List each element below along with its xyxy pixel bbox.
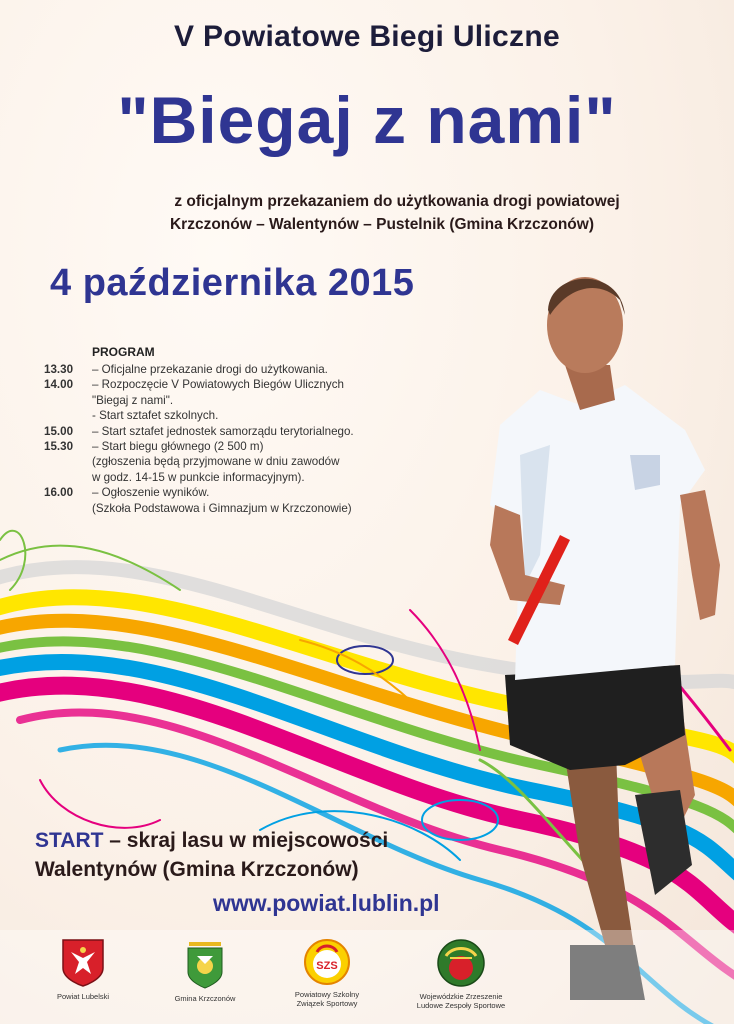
program-time: 15.30 [44, 440, 74, 454]
program-text: – Rozpoczęcie V Powiatowych Biegów Ulicznych [92, 378, 344, 392]
subtitle-line-1: z oficjalnym przekazaniem do użytkowania drogi powiatowej [174, 193, 620, 210]
program-row [44, 470, 444, 485]
program-row [44, 362, 444, 377]
program-text: – Start sztafet jednostek samorządu terytorialnego. [92, 424, 354, 438]
szs-logo-icon [303, 938, 351, 986]
program-heading: PROGRAM [92, 345, 155, 359]
program-time: 15.00 [44, 424, 74, 438]
logo-caption: Gmina Krzczonów [174, 994, 236, 1003]
program-text: – Start biegu głównego (2 500 m) [92, 440, 264, 454]
program-time [44, 470, 92, 485]
logo-powiat-lubelski [28, 938, 138, 1001]
logo-szs [272, 938, 382, 1008]
program-row [44, 454, 444, 469]
program-row [44, 501, 444, 516]
edition-title: V Powiatowe Biegi Uliczne [174, 20, 560, 53]
gmina-krzczonow-crest-icon [185, 938, 225, 990]
logo-gmina-krzczonow [150, 938, 260, 1003]
program-time: 14.00 [44, 378, 74, 392]
program-row [44, 439, 444, 454]
program-row [44, 424, 444, 439]
start-location-text: – skraj lasu w miejscowości [103, 829, 389, 852]
program-row [44, 408, 444, 423]
program-text: (Szkoła Podstawowa i Gimnazjum w Krzczonowie) [92, 501, 352, 515]
program-row [44, 393, 444, 408]
sponsor-logos [0, 930, 734, 1024]
program-text: - Start sztafet szkolnych. [92, 409, 219, 423]
program-time: 13.30 [44, 363, 74, 376]
program-text: w godz. 14-15 w punkcie informacyjnym). [92, 470, 305, 484]
powiat-lubelski-crest-icon [61, 938, 105, 988]
program-time [44, 454, 92, 469]
logo-caption: Ludowe Zespoły Sportowe [416, 1001, 506, 1010]
program-text: (zgłoszenia będą przyjmowane w dniu zawodów [92, 455, 340, 469]
start-label: START [35, 829, 104, 852]
logo-caption: Powiat Lubelski [56, 992, 110, 1001]
program-schedule [44, 362, 444, 516]
lzs-logo-icon [436, 938, 486, 988]
start-location [35, 826, 388, 884]
logo-lzs [406, 938, 516, 1010]
logo-caption: Powiatowy Szkolny [294, 990, 360, 999]
main-title: "Biegaj z nami" [117, 83, 617, 157]
program-text: – Ogłoszenie wyników. [92, 486, 210, 500]
program-time [44, 393, 92, 408]
runner-photo [430, 255, 730, 1020]
subtitle-line-2: Krzczonów – Walentynów – Pustelnik (Gmina Krzczonów) [169, 216, 594, 233]
program-row [44, 377, 444, 392]
program-text: – Oficjalne przekazanie drogi do użytkowania. [92, 363, 328, 376]
website-link[interactable]: www.powiat.lublin.pl [213, 890, 440, 916]
program-time [44, 408, 92, 423]
svg-text:SZS: SZS [316, 960, 338, 972]
start-line-1 [35, 826, 388, 855]
program-row [44, 485, 444, 500]
program-time [44, 501, 92, 516]
start-line-2: Walentynów (Gmina Krzczonów) [35, 858, 359, 881]
program-time: 16.00 [44, 486, 74, 500]
program-text: "Biegaj z nami". [92, 393, 174, 407]
event-date: 4 października 2015 [50, 262, 415, 304]
logo-caption: Związek Sportowy [296, 999, 358, 1008]
logo-caption: Wojewódzkie Zrzeszenie [419, 992, 503, 1001]
